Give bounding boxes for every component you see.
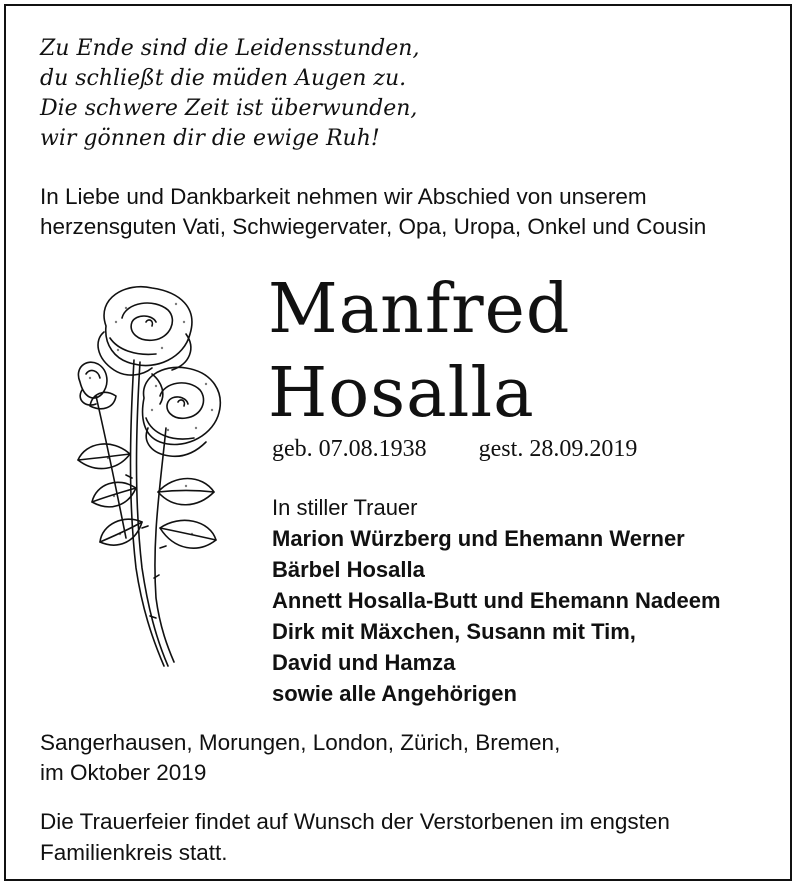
mourners-heading: In stiller Trauer [272, 495, 418, 520]
mourner-line: Marion Würzberg und Ehemann Werner [272, 526, 685, 551]
place-and-date [40, 728, 560, 788]
mourner-line: David und Hamza [272, 650, 456, 675]
mourners-block [272, 492, 721, 709]
mourner-line: Annett Hosalla-Butt und Ehemann Nadeem [272, 588, 721, 613]
deceased-name [268, 268, 570, 436]
intro-line: In Liebe und Dankbarkeit nehmen wir Abschied von unserem [40, 184, 647, 209]
obituary-card [4, 4, 792, 881]
rose-illustration-icon [56, 278, 236, 670]
intro-text [40, 182, 780, 242]
life-dates [272, 434, 637, 464]
poem [40, 34, 640, 154]
poem-line: wir gönnen dir die ewige Ruh! [40, 126, 380, 151]
note-line: Die Trauerfeier findet auf Wunsch der Verstorbenen im engsten [40, 809, 670, 834]
note-line: Familienkreis statt. [40, 840, 228, 865]
first-name: Manfred [268, 270, 571, 349]
poem-line: Die schwere Zeit ist überwunden, [40, 96, 418, 121]
funeral-note [40, 806, 670, 868]
mourner-line: sowie alle Angehörigen [272, 681, 517, 706]
mourner-line: Bärbel Hosalla [272, 557, 425, 582]
birth-date: geb. 07.08.1938 [272, 436, 427, 462]
poem-line: Zu Ende sind die Leidensstunden, [40, 36, 420, 61]
poem-line: du schließt die müden Augen zu. [40, 66, 407, 91]
mourner-line: Dirk mit Mäxchen, Susann mit Tim, [272, 619, 636, 644]
place-line: Sangerhausen, Morungen, London, Zürich, Bremen, [40, 730, 561, 755]
death-date: gest. 28.09.2019 [478, 436, 638, 462]
place-line: im Oktober 2019 [40, 760, 207, 785]
last-name: Hosalla [268, 354, 535, 433]
intro-line: herzensguten Vati, Schwiegervater, Opa, Uropa, Onkel und Cousin [40, 214, 707, 239]
